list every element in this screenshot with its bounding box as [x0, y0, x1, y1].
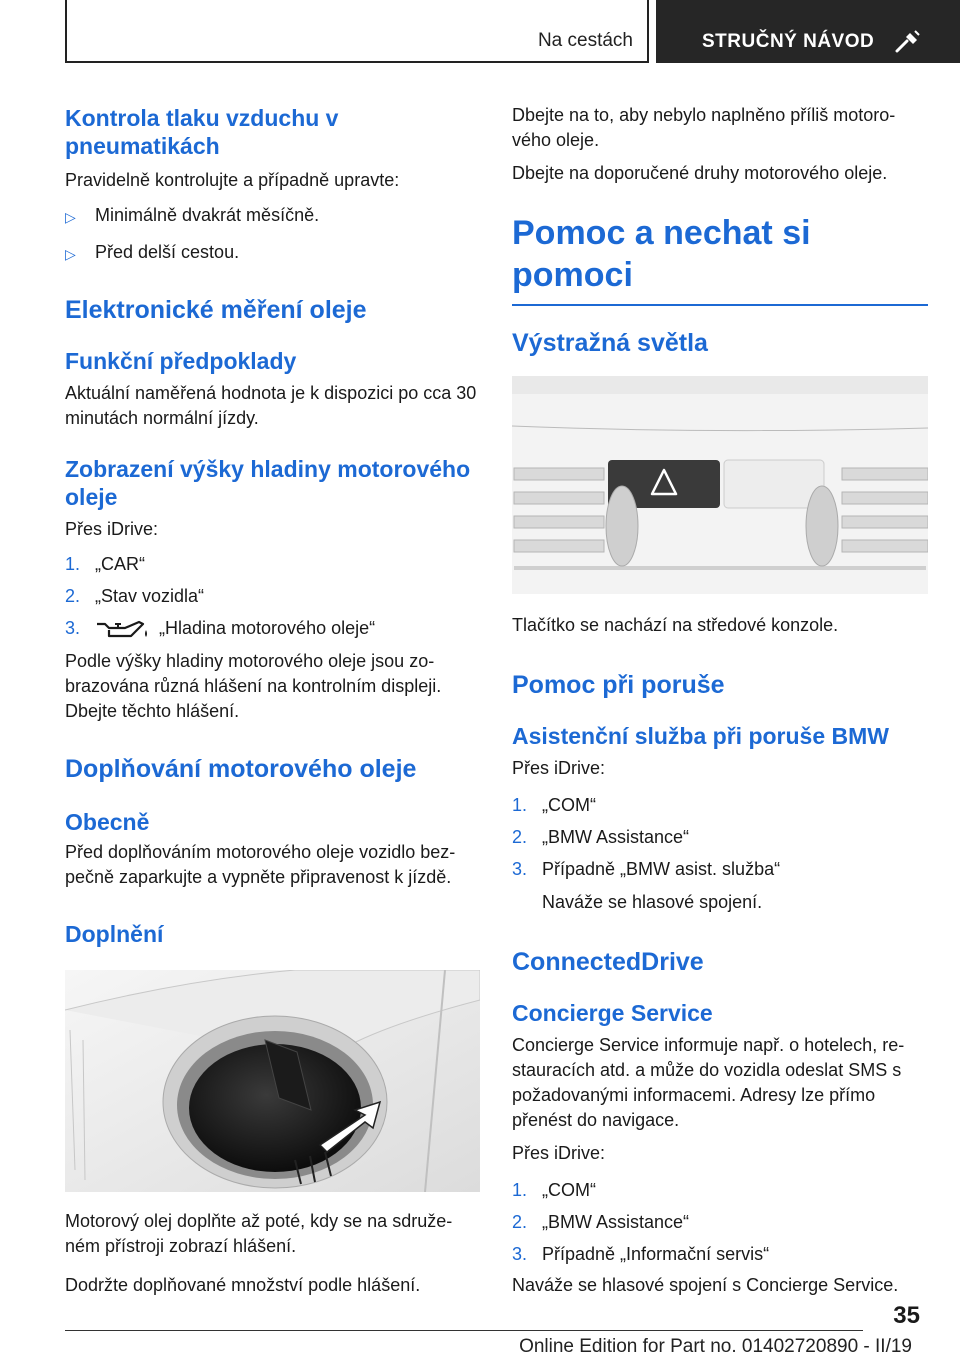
step-number: 3.: [65, 618, 81, 638]
step-item: [65, 616, 480, 641]
text-level-info: Podle výšky hladiny motorového oleje jsou zo-brazována různá hlášení na kontrolním displeji. Dbejte těchto hlášení.: [65, 651, 442, 721]
bullet-item: [65, 203, 480, 230]
step-item: [65, 552, 480, 577]
step-number: 1.: [512, 1180, 528, 1200]
bullet-item: [65, 240, 480, 267]
heading-tire-pressure: Kontrola tlaku vzduchu v pneumatikách: [65, 105, 339, 159]
text-topup-1: Motorový olej doplňte až poté, kdy se na sdruže-ném přístroji zobrazí hlášení.: [65, 1211, 453, 1256]
text-intro-1: Dbejte na to, aby nebylo naplněno příliš motoro-vého oleje.: [512, 105, 896, 150]
step-number: 3.: [512, 1244, 528, 1264]
text-topup-2: Dodržte doplňované množství podle hlášení.: [65, 1275, 421, 1295]
text-tire-pressure: Pravidelně kontrolujte a případně upravte:: [65, 170, 400, 190]
step-text: „BMW Assistance“: [542, 827, 690, 847]
text-general: Před doplňováním motorového oleje vozidlo bez-pečně zaparkujte a vypněte připravenost k jízdě.: [65, 842, 456, 887]
step-item: [512, 857, 928, 882]
step-number: 1.: [65, 554, 81, 574]
text-via-idrive: Přes iDrive:: [512, 1143, 606, 1163]
step-item: [512, 1242, 928, 1267]
heading-oil-measure: Elektronické měření oleje: [65, 296, 367, 324]
hazard-button-image: [512, 376, 928, 594]
step-number: 2.: [512, 1212, 528, 1232]
step-item: [512, 1178, 928, 1203]
header-section-label: Na cestách: [537, 30, 633, 51]
page-number: 35: [893, 1302, 920, 1329]
step-item: [65, 584, 480, 609]
bullet-marker-icon: ▷: [65, 209, 76, 225]
step-text: „Hladina motorového oleje“: [159, 618, 376, 638]
bullet-text: Před delší cestou.: [95, 242, 240, 262]
step-item: [512, 825, 928, 850]
step-item: [512, 1210, 928, 1235]
header-section-box: [65, 0, 649, 63]
heading-oil-fill: Doplňování motorového oleje: [65, 755, 417, 783]
step-text: Případně „BMW asist. služba“: [542, 859, 781, 879]
header-chapter-label: STRUČNÝ NÁVOD: [702, 31, 875, 52]
heading-general: Obecně: [65, 809, 150, 835]
oil-filler-cap-image: [65, 970, 480, 1192]
text-via-idrive: Přes iDrive:: [65, 519, 159, 539]
heading-connecteddrive: ConnectedDrive: [512, 948, 704, 976]
step-number: 2.: [512, 827, 528, 847]
footer-divider: [65, 1330, 863, 1331]
step-text: „BMW Assistance“: [542, 1212, 690, 1232]
step-text: „COM“: [542, 795, 596, 815]
step-number: 2.: [65, 586, 81, 606]
text-prerequisites: Aktuální naměřená hodnota je k dispozici po cca 30 minutách normální jízdy.: [65, 383, 477, 428]
bullet-marker-icon: ▷: [65, 246, 76, 262]
text-concierge: Concierge Service informuje např. o hotelech, re-stauracích atd. a může do vozidla odeslat SMS s požadovanými informacemi. Adresy lze přímo přenést do navigace.: [512, 1035, 905, 1130]
heading-hazard: Výstražná světla: [512, 329, 708, 357]
left-column: [65, 100, 480, 1298]
step-text: „COM“: [542, 1180, 596, 1200]
text-via-idrive: Přes iDrive:: [512, 758, 606, 778]
step-text: „CAR“: [95, 554, 145, 574]
step-number: 3.: [512, 859, 528, 879]
header-chapter-box: [656, 0, 960, 63]
footer-edition: Online Edition for Part no. 01402720890 - II/19: [519, 1336, 912, 1357]
step-text: Případně „Informační servis“: [542, 1244, 770, 1264]
step-item: [512, 793, 928, 818]
heading-help: Pomoc a nechat si pomoci: [512, 212, 928, 306]
wrench-icon: [895, 29, 921, 55]
step-text: „Stav vozidla“: [95, 586, 205, 606]
step-number: 1.: [512, 795, 528, 815]
heading-breakdown: Pomoc při poruše: [512, 671, 725, 699]
text-voice-connection: Naváže se hlasové spojení.: [542, 892, 763, 912]
heading-concierge: Concierge Service: [512, 1000, 713, 1026]
text-intro-2: Dbejte na doporučené druhy motorového oleje.: [512, 163, 888, 183]
right-column: [512, 100, 928, 1298]
heading-assistance: Asistenční služba při poruše BMW: [512, 723, 889, 749]
text-concierge-end: Naváže se hlasové spojení s Concierge Service.: [512, 1275, 899, 1295]
oil-can-icon: [95, 618, 151, 640]
text-hazard: Tlačítko se nachází na středové konzole.: [512, 615, 839, 635]
heading-topup: Doplnění: [65, 921, 164, 947]
heading-oil-level: Zobrazení výšky hladiny motorového oleje: [65, 456, 471, 510]
heading-prerequisites: Funkční předpoklady: [65, 348, 297, 374]
bullet-text: Minimálně dvakrát měsíčně.: [95, 205, 320, 225]
